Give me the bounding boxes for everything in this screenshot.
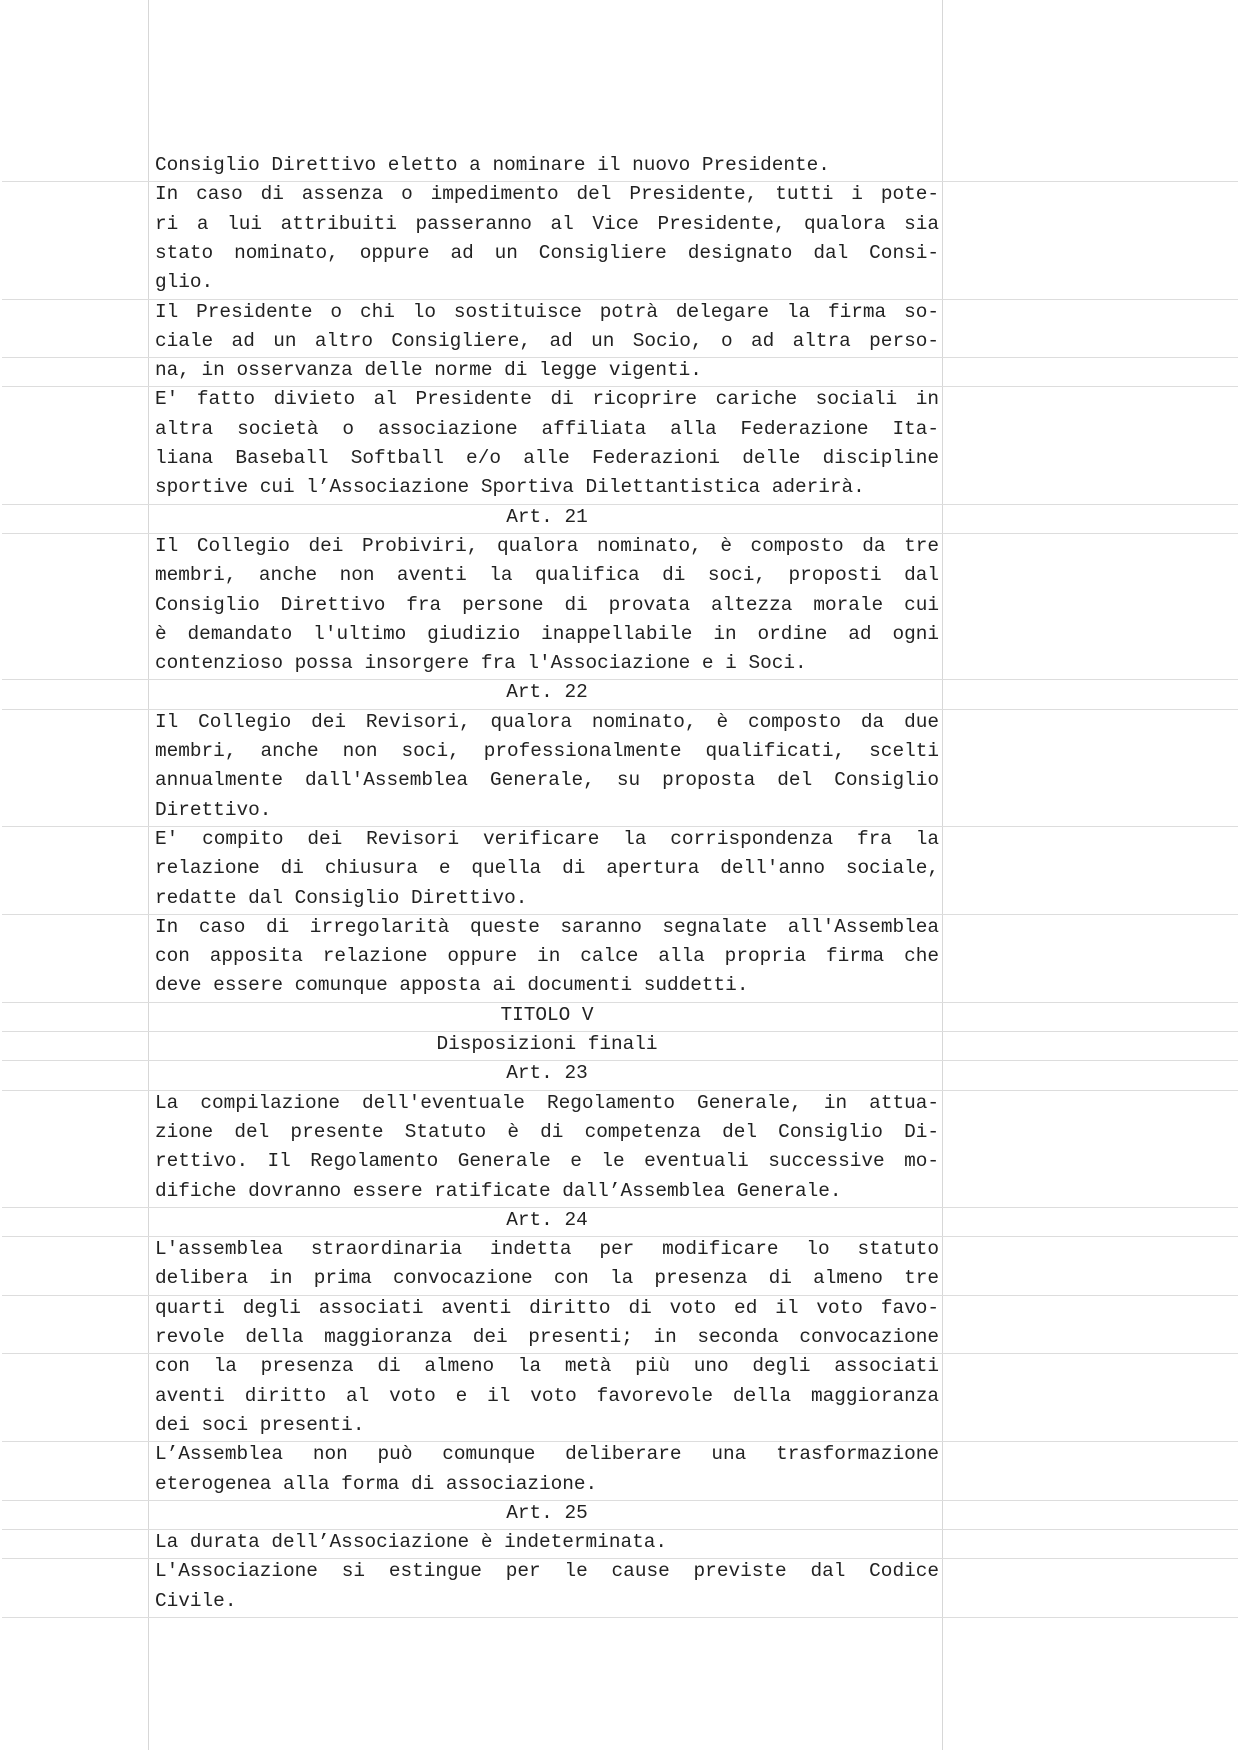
text-line: stato nominato, oppure ad un Consigliere designato dal Consi- <box>155 241 939 264</box>
text-line: Il Collegio dei Revisori, qualora nominato, è composto da due <box>155 710 939 733</box>
section-heading: Art. 25 <box>506 1501 588 1524</box>
text-line: quarti degli associati aventi diritto di voto ed il voto favo- <box>155 1296 939 1319</box>
text-line: relazione di chiusura e quella di apertura dell'anno sociale, <box>155 857 939 880</box>
text-line: rettivo. Il Regolamento Generale e le eventuali successive mo- <box>155 1150 939 1173</box>
text-line: aventi diritto al voto e il voto favorevole della maggioranza <box>155 1384 939 1407</box>
section-heading: TITOLO V <box>500 1003 594 1026</box>
text-line: deve essere comunque apposta ai documenti suddetti. <box>155 974 749 997</box>
right-margin-rule <box>942 0 943 1750</box>
text-line: ri a lui attribuiti passeranno al Vice Presidente, qualora sia <box>155 212 939 235</box>
text-line: dei soci presenti. <box>155 1413 365 1436</box>
section-heading: Art. 21 <box>506 505 588 528</box>
text-line: glio. <box>155 271 214 294</box>
text-line: Civile. <box>155 1589 237 1612</box>
text-line: La durata dell’Associazione è indeterminata. <box>155 1531 667 1554</box>
section-heading: Art. 23 <box>506 1062 588 1085</box>
text-line: sportive cui l’Associazione Sportiva Dilettantistica aderirà. <box>155 476 865 499</box>
text-line: difiche dovranno essere ratificate dall’Assemblea Generale. <box>155 1179 842 1202</box>
text-line: contenzioso possa insorgere fra l'Associazione e i Soci. <box>155 652 807 675</box>
text-line: na, in osservanza delle norme di legge vigenti. <box>155 359 702 382</box>
text-line: La compilazione dell'eventuale Regolamento Generale, in attua- <box>155 1091 939 1114</box>
section-heading: Disposizioni finali <box>436 1033 658 1055</box>
text-line: è demandato l'ultimo giudizio inappellabile in ordine ad ogni <box>155 622 939 645</box>
text-line: L'assemblea straordinaria indetta per modificare lo statuto <box>155 1238 939 1261</box>
text-line: E' compito dei Revisori verificare la corrispondenza fra la <box>155 827 939 850</box>
text-line: revole della maggioranza dei presenti; in seconda convocazione <box>155 1326 939 1348</box>
text-line: ciale ad un altro Consigliere, ad un Socio, o ad altra perso- <box>155 329 939 352</box>
text-line: delibera in prima convocazione con la presenza di almeno tre <box>155 1267 939 1290</box>
text-line: liana Baseball Softball e/o alle Federazioni delle discipline <box>155 447 939 469</box>
section-heading: Art. 22 <box>506 681 588 704</box>
text-line: altra società o associazione affiliata alla Federazione Ita- <box>155 417 939 440</box>
text-line: Il Collegio dei Probiviri, qualora nominato, è composto da tre <box>155 534 939 557</box>
text-line: In caso di irregolarità queste saranno segnalate all'Assemblea <box>155 915 939 938</box>
text-line: redatte dal Consiglio Direttivo. <box>155 886 528 909</box>
text-line: Direttivo. <box>155 798 272 821</box>
text-line: Consiglio Direttivo fra persone di provata altezza morale cui <box>155 593 939 616</box>
text-line: eterogenea alla forma di associazione. <box>155 1472 598 1495</box>
text-line: zione del presente Statuto è di competenza del Consiglio Di- <box>155 1120 939 1143</box>
text-line: annualmente dall'Assemblea Generale, su proposta del Consiglio <box>155 769 939 792</box>
text-line: membri, anche non aventi la qualifica di soci, proposti dal <box>155 564 939 587</box>
text-line: con apposita relazione oppure in calce alla propria firma che <box>155 945 939 968</box>
text-line: In caso di assenza o impedimento del Presidente, tutti i pote- <box>155 183 939 206</box>
left-margin-rule <box>148 0 149 1750</box>
text-line: L'Associazione si estingue per le cause previste dal Codice <box>155 1560 939 1583</box>
text-line: membri, anche non soci, professionalmente qualificati, scelti <box>155 740 939 762</box>
text-line: L’Assemblea non può comunque deliberare una trasformazione <box>155 1443 939 1466</box>
text-line: Il Presidente o chi lo sostituisce potrà delegare la firma so- <box>155 300 939 323</box>
text-line: con la presenza di almeno la metà più uno degli associati <box>155 1355 939 1378</box>
text-line: E' fatto divieto al Presidente di ricoprire cariche sociali in <box>155 388 939 411</box>
text-line: Consiglio Direttivo eletto a nominare il nuovo Presidente. <box>155 154 830 176</box>
line-separator <box>2 1617 1238 1618</box>
section-heading: Art. 24 <box>506 1208 588 1231</box>
